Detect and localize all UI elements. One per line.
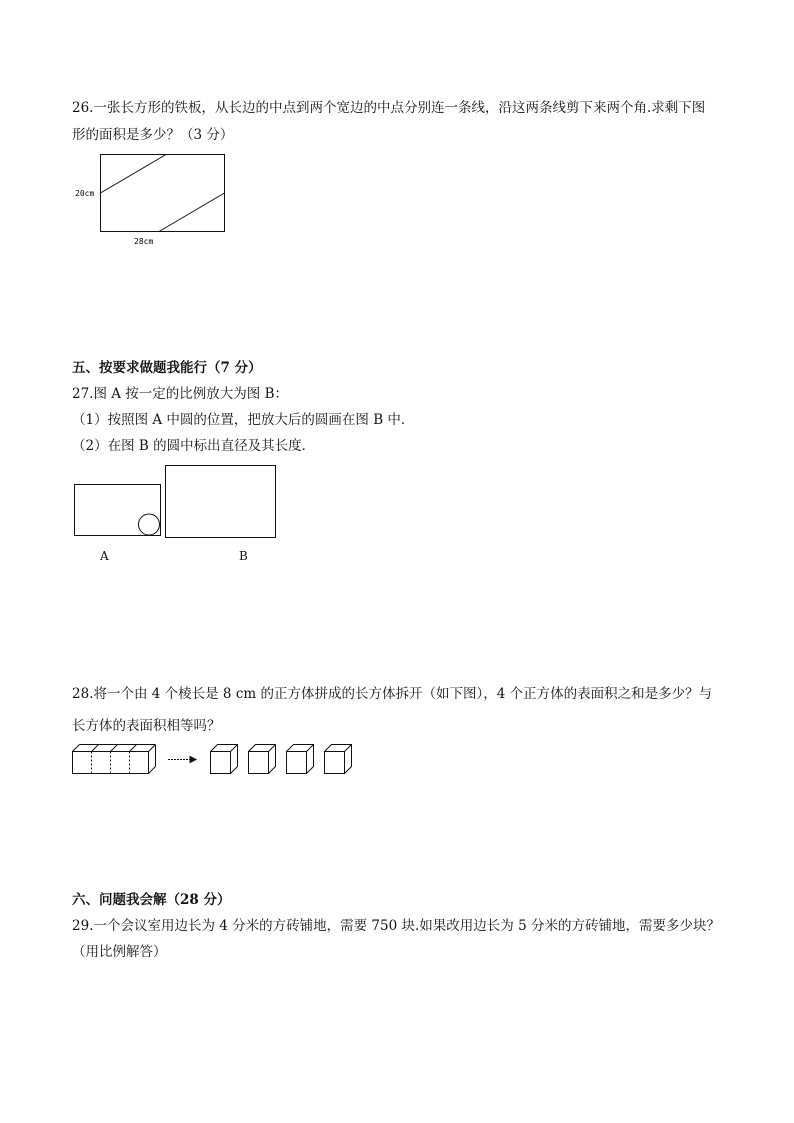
- q27-text-line3: （2）在图 B 的圆中标出直径及其长度．: [72, 438, 316, 454]
- cube-4: [325, 745, 352, 774]
- q26-rectangle-figure: [70, 150, 235, 250]
- figure-a-label: A: [100, 549, 109, 563]
- q28-cubes-figure: [70, 740, 360, 780]
- q28-text-line2: 长方体的表面积相等吗？: [72, 718, 221, 734]
- q26-text-line2: 形的面积是多少？（3 分）: [72, 127, 234, 143]
- cube-1: [211, 745, 238, 774]
- cuboid: [73, 745, 156, 774]
- q27-text-line2: （1）按照图 A 中圆的位置，把放大后的圆画在图 B 中．: [72, 412, 415, 428]
- q27-figure-a: [72, 482, 164, 540]
- q27-text-line1: 27.图 A 按一定的比例放大为图 B：: [72, 386, 289, 402]
- cut-line-bottom: [159, 193, 225, 232]
- q27-figure-b: [163, 464, 278, 541]
- width-label: 28cm: [134, 237, 154, 246]
- q28-text-line1: 28.将一个由 4 个棱长是 8 cm 的正方体拼成的长方体拆开（如下图），4 个正方体的表面积之和是多少？与: [72, 686, 713, 702]
- rect-b: [166, 466, 276, 538]
- iron-plate-rect: [101, 155, 225, 232]
- cube-2: [249, 745, 276, 774]
- height-label: 20cm: [75, 189, 95, 198]
- arrow-icon: [168, 757, 196, 763]
- section6-title: 六、问题我会解（28 分）: [72, 892, 231, 908]
- q29-text-line1: 29.一个会议室用边长为 4 分米的方砖铺地，需要 750 块.如果改用边长为 5 分米的方砖铺地，需要多少块？: [72, 918, 720, 934]
- q26-text-line1: 26.一张长方形的铁板，从长边的中点到两个宽边的中点分别连一条线，沿这两条线剪下来两个角.求剩下图: [72, 100, 706, 116]
- section5-title: 五、按要求做题我能行（7 分）: [72, 360, 262, 376]
- figure-b-label: B: [239, 549, 248, 563]
- cut-line-top: [101, 155, 167, 194]
- q29-text-line2: （用比例解答）: [72, 944, 167, 960]
- cube-3: [287, 745, 314, 774]
- rect-a: [75, 485, 161, 536]
- circle-a: [139, 514, 160, 535]
